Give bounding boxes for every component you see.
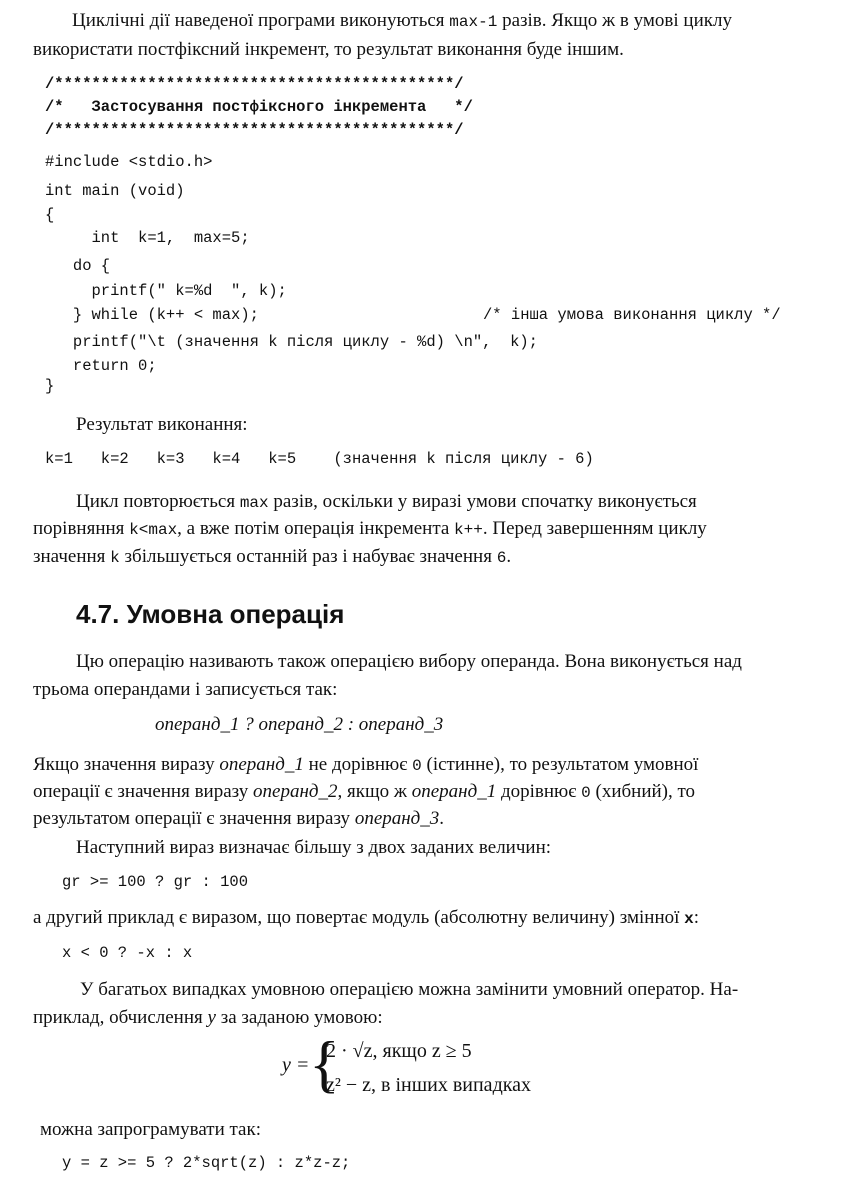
paragraph-max-example: Наступний вираз визначає більшу з двох заданих величин:: [76, 837, 552, 858]
section-number: 4.7.: [76, 599, 120, 629]
result-output: k=1 k=2 k=3 k=4 k=5 (значення k після циклу - 6): [45, 450, 594, 468]
code-line-while-comment: /* інша умова виконання циклу */: [483, 306, 781, 324]
code-line-open-brace: {: [45, 206, 55, 224]
formula-brace-icon: {: [309, 1028, 340, 1099]
code-line-close-brace: }: [45, 377, 55, 395]
code-line-return: return 0;: [45, 357, 157, 375]
paragraph-intro-line1: Циклічні дії наведеної програми виконуються max-1 разів. Якщо ж в умові циклу: [72, 10, 732, 31]
paragraph-loop-line1: Цикл повторюється max разів, оскільки у виразі умови спочатку виконується: [76, 491, 697, 512]
paragraph-loop-line2: порівняння k<max, а вже потім операція інкремента k++. Перед завершенням циклу: [33, 518, 707, 539]
syntax-line: операнд_1 ? операнд_2 : операнд_3: [155, 714, 444, 735]
result-label: Результат виконання:: [76, 414, 248, 435]
paragraph-semantics-line1: Якщо значення виразу операнд_1 не дорівнює 0 (істинне), то результатом умовної: [33, 754, 699, 775]
paragraph-program-as: можна запрограмувати так:: [40, 1119, 261, 1140]
code-line-include: #include <stdio.h>: [45, 153, 213, 171]
code-line-main: int main (void): [45, 182, 185, 200]
code-line-while: } while (k++ < max);: [45, 306, 259, 324]
paragraph-replace-line1: У багатьох випадках умовною операцією можна замінити умовний оператор. На-: [80, 979, 739, 1000]
code-abs-example: x < 0 ? -x : x: [62, 944, 193, 962]
section-title: Умовна операція: [126, 599, 345, 629]
formula-case-1: 2 · √z, якщо z ≥ 5: [326, 1040, 472, 1062]
code-comment-border-bottom: /*******************************************/: [45, 121, 464, 139]
formula-case-2: z² − z, в інших випадках: [326, 1074, 532, 1096]
paragraph-definition-line1: Цю операцію називають також операцією вибору операнда. Вона виконується над: [76, 651, 742, 672]
code-comment-border-top: /*******************************************/: [45, 75, 464, 93]
formula-lhs: y =: [282, 1054, 310, 1076]
paragraph-abs-example: а другий приклад є виразом, що повертає модуль (абсолютну величину) змінної x:: [33, 907, 700, 928]
code-line-declaration: int k=1, max=5;: [45, 229, 250, 247]
paragraph-semantics-line2: операції є значення виразу операнд_2, якщо ж операнд_1 дорівнює 0 (хибний), то: [33, 781, 696, 802]
code-line-printf-result: printf("\t (значення k після циклу - %d) \n", k);: [45, 333, 538, 351]
paragraph-intro-line2: використати постфіксний інкремент, то результат виконання буде іншим.: [33, 39, 624, 60]
paragraph-replace-line2: приклад, обчислення y за заданою умовою:: [33, 1007, 383, 1028]
paragraph-definition-line2: трьома операндами і записується так:: [33, 679, 338, 700]
code-y-example: y = z >= 5 ? 2*sqrt(z) : z*z-z;: [62, 1154, 351, 1172]
code-max-example: gr >= 100 ? gr : 100: [62, 873, 249, 891]
paragraph-loop-line3: значення k збільшується останній раз і набуває значення 6.: [33, 546, 512, 567]
paragraph-semantics-line3: результатом операції є значення виразу операнд_3.: [33, 808, 445, 829]
section-heading: [76, 599, 344, 630]
code-line-do: do {: [45, 257, 111, 275]
code-line-printf-k: printf(" k=%d ", k);: [45, 282, 287, 300]
code-comment-title: /* Застосування постфіксного інкремента */: [45, 98, 473, 116]
